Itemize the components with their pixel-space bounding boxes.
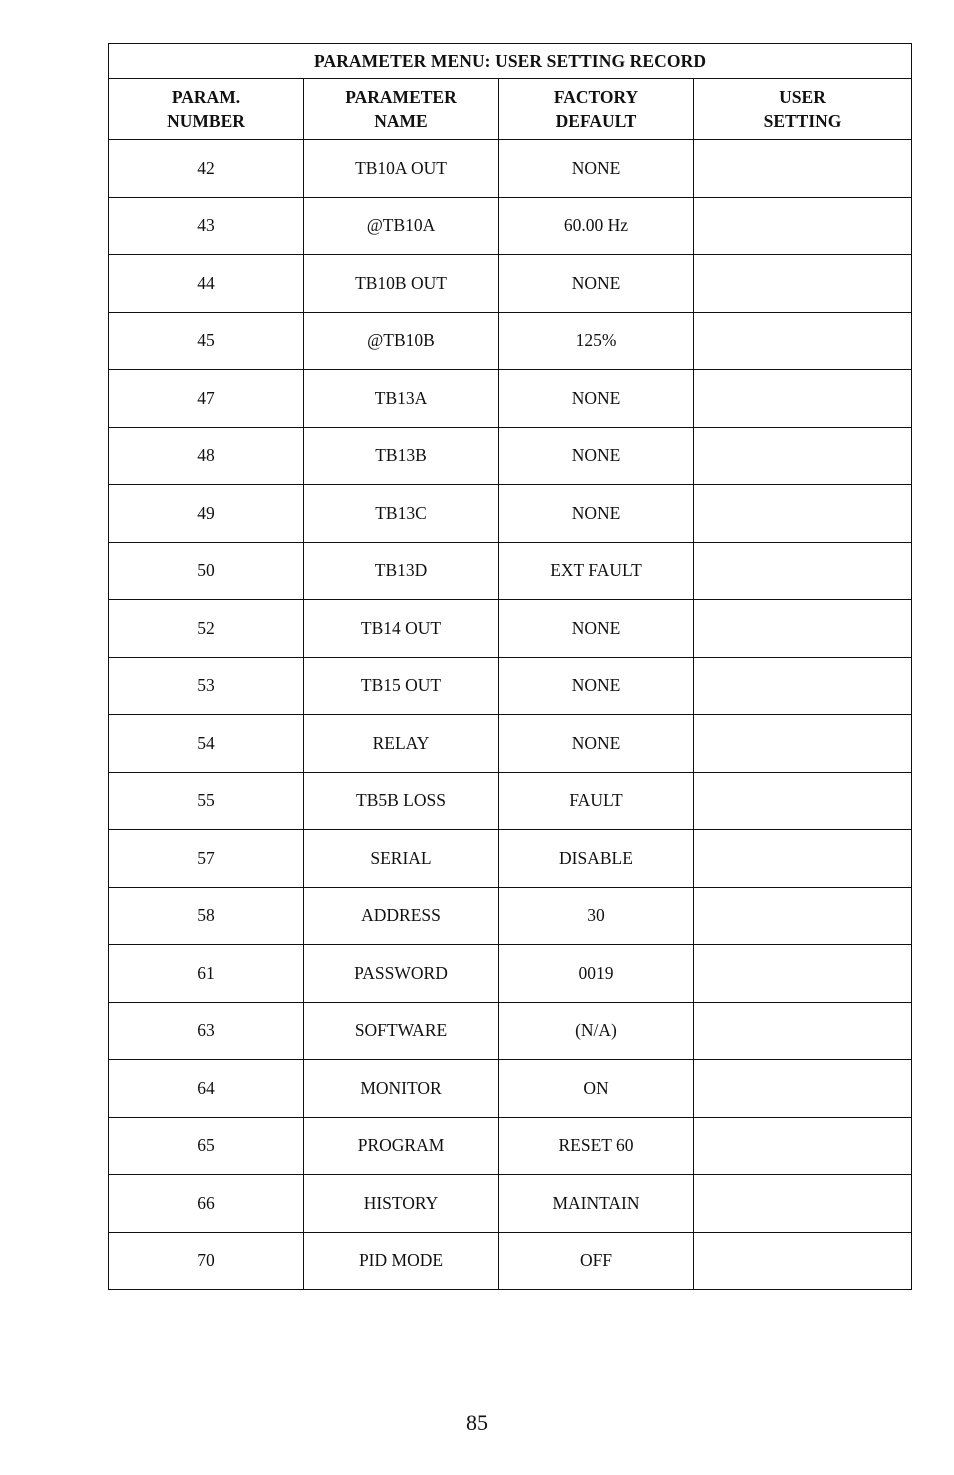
user-setting-cell	[694, 945, 912, 1003]
param-name-cell: PID MODE	[304, 1232, 499, 1290]
param-number-cell: 48	[109, 427, 304, 485]
table-row	[109, 715, 912, 773]
user-setting-cell	[694, 312, 912, 370]
factory-default-cell: NONE	[499, 427, 694, 485]
param-name-cell: TB5B LOSS	[304, 772, 499, 830]
user-setting-cell	[694, 1002, 912, 1060]
factory-default-cell: DISABLE	[499, 830, 694, 888]
param-name-cell: MONITOR	[304, 1060, 499, 1118]
param-number-cell: 47	[109, 370, 304, 428]
param-number-cell: 53	[109, 657, 304, 715]
param-name-cell: RELAY	[304, 715, 499, 773]
user-setting-cell	[694, 197, 912, 255]
param-name-cell: SERIAL	[304, 830, 499, 888]
user-setting-cell	[694, 600, 912, 658]
factory-default-cell: 125%	[499, 312, 694, 370]
header-user-setting-line1: USER	[779, 87, 826, 107]
user-setting-cell	[694, 542, 912, 600]
factory-default-cell: NONE	[499, 140, 694, 198]
param-number-cell: 43	[109, 197, 304, 255]
param-name-cell: SOFTWARE	[304, 1002, 499, 1060]
table-row	[109, 600, 912, 658]
factory-default-cell: NONE	[499, 600, 694, 658]
param-name-cell: PROGRAM	[304, 1117, 499, 1175]
header-user-setting-line2: SETTING	[763, 111, 842, 131]
header-factory-default-line1: FACTORY	[553, 87, 639, 107]
table-row	[109, 1232, 912, 1290]
param-name-cell: TB13B	[304, 427, 499, 485]
param-number-cell: 70	[109, 1232, 304, 1290]
factory-default-cell: 0019	[499, 945, 694, 1003]
user-setting-cell	[694, 140, 912, 198]
user-setting-cell	[694, 485, 912, 543]
user-setting-cell	[694, 830, 912, 888]
header-user-setting	[694, 79, 912, 140]
user-setting-cell	[694, 715, 912, 773]
header-factory-default	[499, 79, 694, 140]
param-name-cell: TB13A	[304, 370, 499, 428]
factory-default-cell: RESET 60	[499, 1117, 694, 1175]
user-setting-cell	[694, 657, 912, 715]
param-name-cell: TB10B OUT	[304, 255, 499, 313]
table-row	[109, 1175, 912, 1233]
param-name-cell: @TB10B	[304, 312, 499, 370]
header-parameter-name-line2: NAME	[374, 111, 428, 131]
header-param-number-line1: PARAM.	[171, 87, 241, 107]
table-row	[109, 945, 912, 1003]
param-number-cell: 58	[109, 887, 304, 945]
factory-default-cell: (N/A)	[499, 1002, 694, 1060]
user-setting-record-table	[108, 43, 912, 1290]
table-row	[109, 542, 912, 600]
factory-default-cell: NONE	[499, 715, 694, 773]
table-header-row	[109, 79, 912, 140]
param-number-cell: 63	[109, 1002, 304, 1060]
user-setting-cell	[694, 1232, 912, 1290]
param-name-cell: HISTORY	[304, 1175, 499, 1233]
header-factory-default-line2: DEFAULT	[555, 111, 637, 131]
param-number-cell: 49	[109, 485, 304, 543]
param-number-cell: 44	[109, 255, 304, 313]
param-name-cell: TB13C	[304, 485, 499, 543]
table-row	[109, 887, 912, 945]
table-title: PARAMETER MENU: USER SETTING RECORD	[109, 44, 912, 79]
user-setting-cell	[694, 772, 912, 830]
param-number-cell: 57	[109, 830, 304, 888]
param-name-cell: @TB10A	[304, 197, 499, 255]
header-parameter-name	[304, 79, 499, 140]
table-row	[109, 140, 912, 198]
user-setting-cell	[694, 887, 912, 945]
factory-default-cell: FAULT	[499, 772, 694, 830]
param-name-cell: PASSWORD	[304, 945, 499, 1003]
param-number-cell: 54	[109, 715, 304, 773]
factory-default-cell: OFF	[499, 1232, 694, 1290]
factory-default-cell: NONE	[499, 657, 694, 715]
table-row	[109, 657, 912, 715]
param-number-cell: 52	[109, 600, 304, 658]
table-title-row	[109, 44, 912, 79]
table-row	[109, 1060, 912, 1118]
factory-default-cell: NONE	[499, 485, 694, 543]
param-number-cell: 50	[109, 542, 304, 600]
factory-default-cell: 60.00 Hz	[499, 197, 694, 255]
param-number-cell: 65	[109, 1117, 304, 1175]
page-number: 85	[466, 1410, 488, 1435]
factory-default-cell: NONE	[499, 255, 694, 313]
table-row	[109, 370, 912, 428]
user-setting-cell	[694, 1117, 912, 1175]
param-number-cell: 64	[109, 1060, 304, 1118]
table-row	[109, 427, 912, 485]
param-name-cell: ADDRESS	[304, 887, 499, 945]
table-row	[109, 1117, 912, 1175]
factory-default-cell: EXT FAULT	[499, 542, 694, 600]
header-parameter-name-line1: PARAMETER	[345, 87, 457, 107]
header-param-number	[109, 79, 304, 140]
header-param-number-line2: NUMBER	[167, 111, 245, 131]
table-row	[109, 255, 912, 313]
param-number-cell: 61	[109, 945, 304, 1003]
factory-default-cell: 30	[499, 887, 694, 945]
param-number-cell: 66	[109, 1175, 304, 1233]
factory-default-cell: NONE	[499, 370, 694, 428]
factory-default-cell: MAINTAIN	[499, 1175, 694, 1233]
table-row	[109, 830, 912, 888]
param-name-cell: TB13D	[304, 542, 499, 600]
param-name-cell: TB14 OUT	[304, 600, 499, 658]
table-row	[109, 312, 912, 370]
user-setting-cell	[694, 1060, 912, 1118]
table-row	[109, 485, 912, 543]
param-name-cell: TB10A OUT	[304, 140, 499, 198]
param-number-cell: 55	[109, 772, 304, 830]
user-setting-cell	[694, 370, 912, 428]
param-number-cell: 45	[109, 312, 304, 370]
param-name-cell: TB15 OUT	[304, 657, 499, 715]
param-number-cell: 42	[109, 140, 304, 198]
table-row	[109, 197, 912, 255]
table-row	[109, 772, 912, 830]
table-body	[109, 140, 912, 1290]
table-row	[109, 1002, 912, 1060]
user-setting-cell	[694, 427, 912, 485]
factory-default-cell: ON	[499, 1060, 694, 1118]
user-setting-cell	[694, 1175, 912, 1233]
user-setting-cell	[694, 255, 912, 313]
